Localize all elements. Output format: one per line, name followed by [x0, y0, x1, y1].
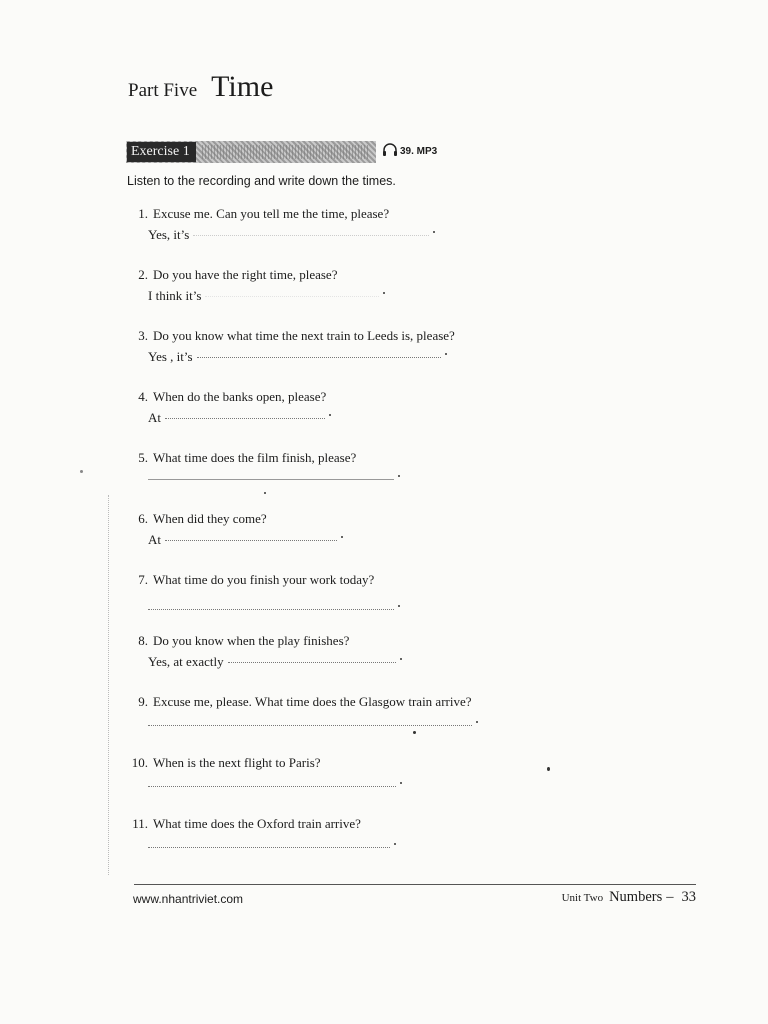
question-text: Do you know what time the next train to Leeds is, please?: [153, 328, 455, 343]
question-number: 11.: [132, 816, 148, 831]
question-number: 3.: [138, 328, 148, 343]
part-title: Time: [211, 70, 274, 103]
question-text: What time does the Oxford train arrive?: [153, 816, 361, 831]
headphones-icon: [382, 143, 400, 160]
footer-divider: [134, 884, 696, 885]
question-text: What time do you finish your work today?: [153, 572, 375, 587]
question-item: [126, 692, 546, 753]
answer-blank[interactable]: [148, 711, 472, 726]
part-label: Part Five: [128, 80, 198, 101]
question-number: 5.: [138, 450, 148, 465]
question-number: 7.: [138, 572, 148, 587]
question-list: [126, 204, 546, 875]
answer-blank[interactable]: [165, 526, 337, 541]
scan-speck: [264, 492, 266, 494]
answer-prefix: Yes, at exactly: [148, 654, 224, 669]
question-text: Excuse me, please. What time does the Glasgow train arrive?: [153, 694, 472, 709]
question-number: 8.: [138, 633, 148, 648]
question-text: Do you have the right time, please?: [153, 267, 338, 282]
answer-blank[interactable]: [197, 343, 441, 358]
answer-prefix: Yes, it’s: [148, 227, 190, 242]
scan-margin-mark: [108, 495, 110, 875]
question-number: 2.: [138, 267, 148, 282]
question-item: [126, 753, 546, 814]
question-item: [126, 326, 546, 387]
answer-blank[interactable]: [148, 465, 394, 480]
audio-reference: [382, 143, 437, 160]
unit-label: Unit Two: [561, 892, 604, 904]
question-text: When did they come?: [153, 511, 267, 526]
question-number: 6.: [138, 511, 148, 526]
answer-prefix: At: [148, 410, 161, 425]
question-item: [126, 631, 546, 692]
publisher-url: www.nhantriviet.com: [133, 892, 244, 906]
answer-blank[interactable]: [205, 282, 379, 297]
question-number: 1.: [138, 206, 148, 221]
answer-prefix: At: [148, 532, 161, 547]
audio-file-label: 39. MP3: [400, 146, 438, 157]
question-number: 4.: [138, 389, 148, 404]
page-heading: [128, 70, 273, 104]
answer-blank[interactable]: [148, 595, 394, 610]
answer-prefix: Yes , it’s: [148, 349, 193, 364]
question-text: What time does the film finish, please?: [153, 450, 357, 465]
exercise-header-bar: [126, 141, 376, 163]
question-text: When do the banks open, please?: [153, 389, 327, 404]
question-text: Excuse me. Can you tell me the time, please?: [153, 206, 390, 221]
page-number: 33: [681, 889, 696, 905]
question-item: [126, 814, 546, 875]
question-item: [126, 448, 546, 509]
question-item: [126, 265, 546, 326]
exercise-label: Exercise 1: [127, 142, 196, 162]
exercise-subtitle-smudge: [202, 145, 368, 159]
section-label: Numbers: [609, 889, 663, 905]
answer-blank[interactable]: [148, 833, 390, 848]
answer-prefix: I think it’s: [148, 288, 202, 303]
page-footer-info: [562, 888, 696, 906]
question-number: 10.: [131, 755, 148, 770]
question-text: Do you know when the play finishes?: [153, 633, 350, 648]
scan-speck: [80, 470, 83, 473]
answer-blank[interactable]: [228, 648, 396, 663]
scan-speck: [547, 767, 550, 771]
exercise-instructions: Listen to the recording and write down the times.: [127, 174, 396, 188]
answer-blank[interactable]: [165, 404, 325, 419]
answer-blank[interactable]: [148, 772, 396, 787]
question-text: When is the next flight to Paris?: [153, 755, 321, 770]
question-item: [126, 570, 546, 631]
question-number: 9.: [138, 694, 148, 709]
scan-speck: [413, 731, 416, 734]
answer-blank[interactable]: [193, 221, 429, 236]
question-item: [126, 509, 546, 570]
footer-separator: –: [666, 889, 674, 905]
question-item: [126, 204, 546, 265]
question-item: [126, 387, 546, 448]
